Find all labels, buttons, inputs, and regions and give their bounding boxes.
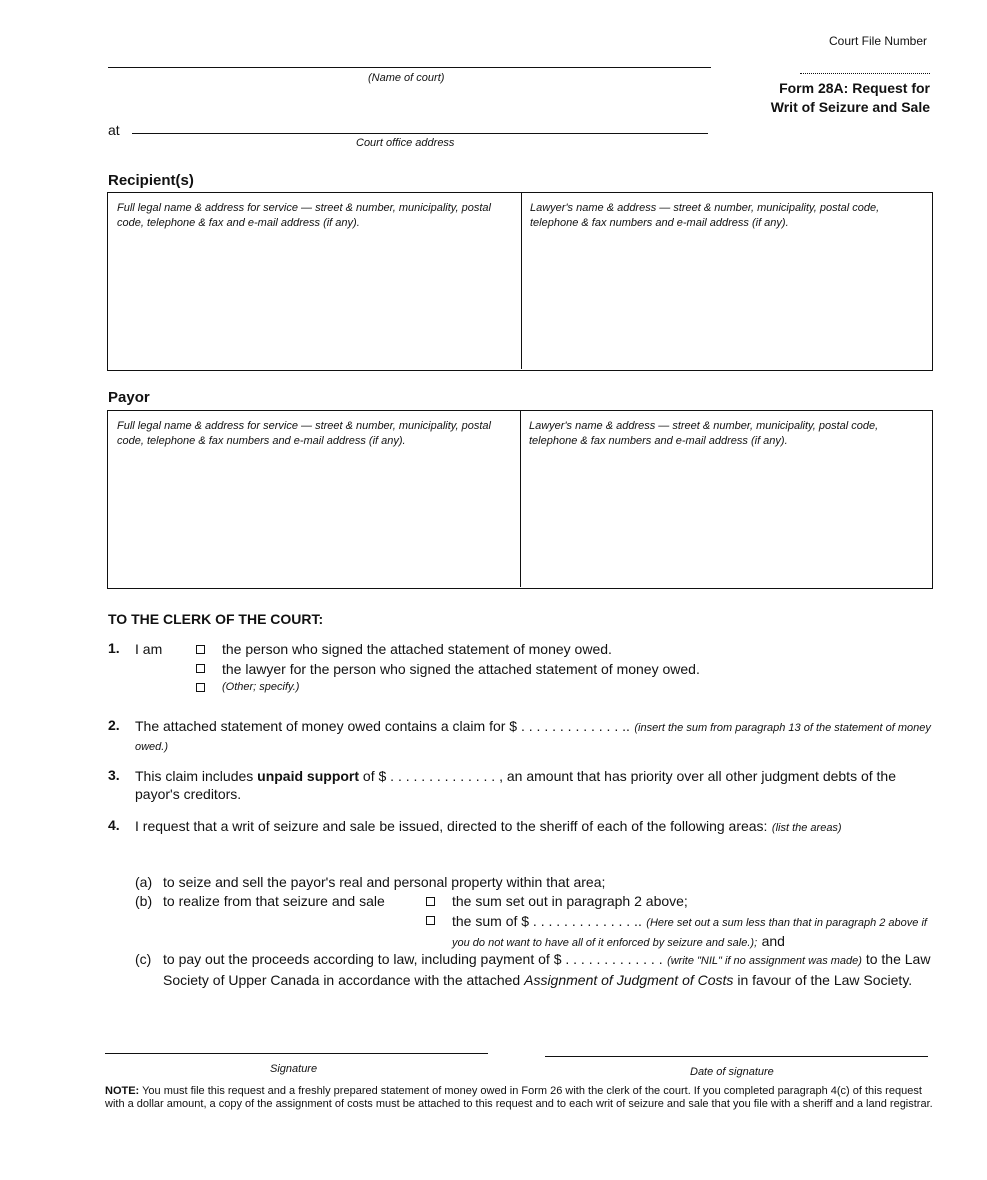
name-of-court-field[interactable] xyxy=(108,67,711,68)
payor-divider xyxy=(520,411,521,587)
p1-option3-label: (Other; specify.) xyxy=(222,681,300,693)
p4b-option2-checkbox[interactable] xyxy=(426,916,435,925)
p4-text-block xyxy=(135,817,935,836)
p1-number: 1. xyxy=(108,640,120,656)
p4b-option1-checkbox[interactable] xyxy=(426,897,435,906)
p4c-text1: to pay out the proceeds according to law, including payment of $ . . . . . . . . . . . . . xyxy=(163,951,663,967)
p4b-option2-hint: (Here set out a sum less than that in paragraph 2 above if you do not want to have all of it enforced by seizure and sale.); xyxy=(452,917,927,949)
p4b-and: and xyxy=(761,933,785,949)
p4c-label: (c) xyxy=(135,951,152,967)
form-title xyxy=(740,79,930,117)
signature-label: Signature xyxy=(270,1063,318,1075)
p1-option2-label: the lawyer for the person who signed the attached statement of money owed. xyxy=(222,661,700,677)
p4c-italic: Assignment of Judgment of Costs xyxy=(524,972,734,988)
court-file-number-label: Court File Number xyxy=(829,34,928,48)
p2-number: 2. xyxy=(108,717,120,733)
p2-text: The attached statement of money owed contains a claim for $ . . . . . . . . . . . . . .. xyxy=(135,718,630,734)
p3-bold: unpaid support xyxy=(257,768,360,784)
p3-number: 3. xyxy=(108,767,120,783)
p4-areas-field[interactable] xyxy=(135,855,930,856)
recipients-title: Recipient(s) xyxy=(108,172,194,189)
p1-option2-checkbox[interactable] xyxy=(196,664,205,673)
payor-title: Payor xyxy=(108,389,150,406)
court-office-address-field[interactable] xyxy=(132,133,708,134)
payor-lawyer-field[interactable]: Lawyer's name & address — street & number, municipality, postal code, telephone & fax numbers and e-mail address (if any). xyxy=(529,420,879,447)
p4b-option1-label: the sum set out in paragraph 2 above; xyxy=(452,893,688,909)
p2-hint: (insert the sum from paragraph 13 of the statement of money owed.) xyxy=(135,722,931,753)
signature-field[interactable] xyxy=(105,1053,488,1054)
at-label: at xyxy=(108,122,120,138)
p4-hint: (list the areas) xyxy=(771,822,842,834)
p4b-label: (b) xyxy=(135,893,153,909)
p3-text-a: This claim includes xyxy=(135,768,258,784)
p4c-hint: (write "NIL" if no assignment was made) xyxy=(667,955,862,967)
note-text: You must file this request and a freshly prepared statement of money owed in Form 26 with the clerk of the court. If you completed paragraph 4(c) of this request with a dollar amount, a copy of the assignment of costs must be attached to this request and to each writ of seizure and sale that you file with a sheriff and a land registrar. xyxy=(105,1085,933,1110)
recipient-lawyer-field[interactable]: Lawyer's name & address — street & number, municipality, postal code, telephone & fax numbers and e-mail address (if any). xyxy=(530,202,880,229)
p4c-text-block xyxy=(163,950,935,990)
p1-option1-label: the person who signed the attached statement of money owed. xyxy=(222,641,612,657)
p4a-text: to seize and sell the payor's real and personal property within that area; xyxy=(163,874,606,890)
p4b-option2-label: the sum of $ . . . . . . . . . . . . . .. xyxy=(452,913,642,929)
p1-lead: I am xyxy=(135,641,163,657)
date-of-signature-label: Date of signature xyxy=(690,1066,774,1078)
p4-number: 4. xyxy=(108,817,120,833)
p4b-option2-block xyxy=(452,912,934,952)
p4a-label: (a) xyxy=(135,874,153,890)
p1-option3-checkbox[interactable] xyxy=(196,683,205,692)
form-title-line2: Writ of Seizure and Sale xyxy=(770,99,930,115)
p4-text: I request that a writ of seizure and sale be issued, directed to the sheriff of each of the following areas: xyxy=(135,818,768,834)
note-label: NOTE: xyxy=(105,1085,140,1097)
p4c-text3: in favour of the Law Society. xyxy=(733,972,913,988)
p1-option1-checkbox[interactable] xyxy=(196,645,205,654)
note-block xyxy=(105,1085,933,1111)
p2-text-block xyxy=(135,717,935,756)
p4c-text2: to the Law Society of Upper Canada in accordance with the attached xyxy=(163,951,931,988)
payor-box xyxy=(107,410,933,589)
recipient-party-field[interactable]: Full legal name & address for service — street & number, municipality, postal code, telephone & fax and e-mail address (if any). xyxy=(117,202,491,229)
court-office-address-label: Court office address xyxy=(356,137,455,149)
court-file-number-field[interactable] xyxy=(800,73,930,74)
clerk-title: TO THE CLERK OF THE COURT: xyxy=(108,611,324,627)
recipients-divider xyxy=(521,193,522,369)
payor-party-field[interactable]: Full legal name & address for service — street & number, municipality, postal code, telephone & fax numbers and e-mail address (if any). xyxy=(117,420,491,447)
p3-text-block xyxy=(135,767,935,803)
p3-text-b: of $ . . . . . . . . . . . . . . , an amount that has priority over all other judgment debts of the payor's creditors. xyxy=(135,768,896,802)
name-of-court-label: (Name of court) xyxy=(368,72,445,84)
p4b-text: to realize from that seizure and sale xyxy=(163,893,385,909)
recipients-box xyxy=(107,192,933,371)
form-title-line1: Form 28A: Request for xyxy=(779,80,930,96)
date-of-signature-field[interactable] xyxy=(545,1056,928,1057)
